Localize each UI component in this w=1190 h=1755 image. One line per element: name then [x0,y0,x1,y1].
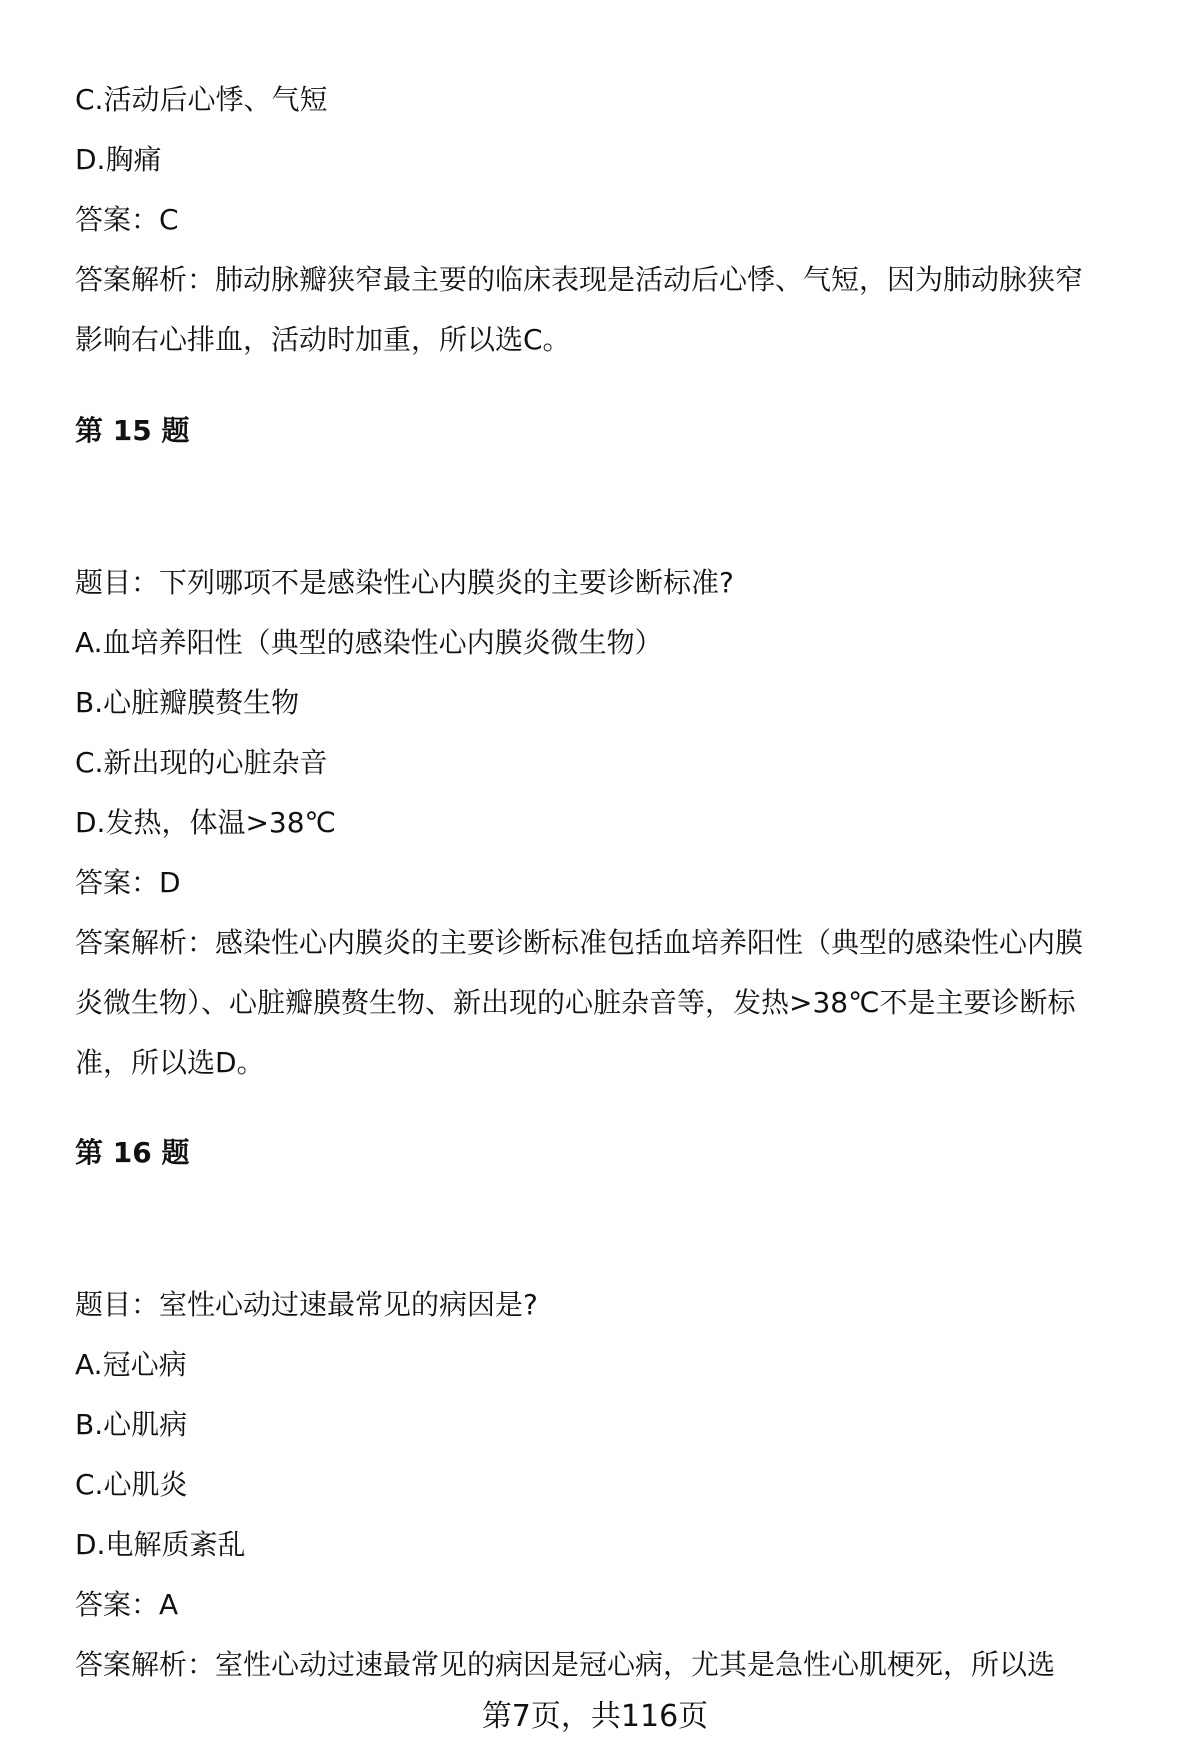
question-15-explanation-line-3: 准，所以选D。 [75,1046,265,1079]
question-15-explanation-line-1: 答案解析：感染性心内膜炎的主要诊断标准包括血培养阳性（典型的感染性心内膜 [75,926,1084,959]
question-16-heading: 第 16 题 [75,1136,190,1169]
question-15-option-a: A.血培养阳性（典型的感染性心内膜炎微生物） [75,626,663,659]
question-15-option-d: D.发热，体温>38℃ [75,806,336,839]
question-16-text: 题目：室性心动过速最常见的病因是? [75,1288,538,1321]
question-15-explanation-line-2: 炎微生物）、心脏瓣膜赘生物、新出现的心脏杂音等，发热>38℃不是主要诊断标 [75,986,1076,1019]
question-15-option-b: B.心脏瓣膜赘生物 [75,686,300,719]
prev-option-c: C.活动后心悸、气短 [75,83,328,116]
prev-explanation-line-2: 影响右心排血，活动时加重，所以选C。 [75,323,571,356]
question-15-answer: 答案：D [75,866,181,899]
prev-option-d: D.胸痛 [75,143,162,176]
question-16-explanation-line-1: 答案解析：室性心动过速最常见的病因是冠心病，尤其是急性心肌梗死，所以选 [75,1648,1056,1681]
question-15-text: 题目：下列哪项不是感染性心内膜炎的主要诊断标准? [75,566,734,599]
prev-explanation-line-1: 答案解析：肺动脉瓣狭窄最主要的临床表现是活动后心悸、气短，因为肺动脉狭窄 [75,263,1084,296]
question-16-option-b: B.心肌病 [75,1408,188,1441]
question-16-option-d: D.电解质紊乱 [75,1528,246,1561]
prev-answer: 答案：C [75,203,179,236]
question-15-option-c: C.新出现的心脏杂音 [75,746,328,779]
question-16-option-c: C.心肌炎 [75,1468,188,1501]
page-number-footer: 第7页，共116页 [481,1699,709,1734]
question-15-heading: 第 15 题 [75,414,190,447]
question-16-answer: 答案：A [75,1588,179,1621]
question-16-option-a: A.冠心病 [75,1348,187,1381]
